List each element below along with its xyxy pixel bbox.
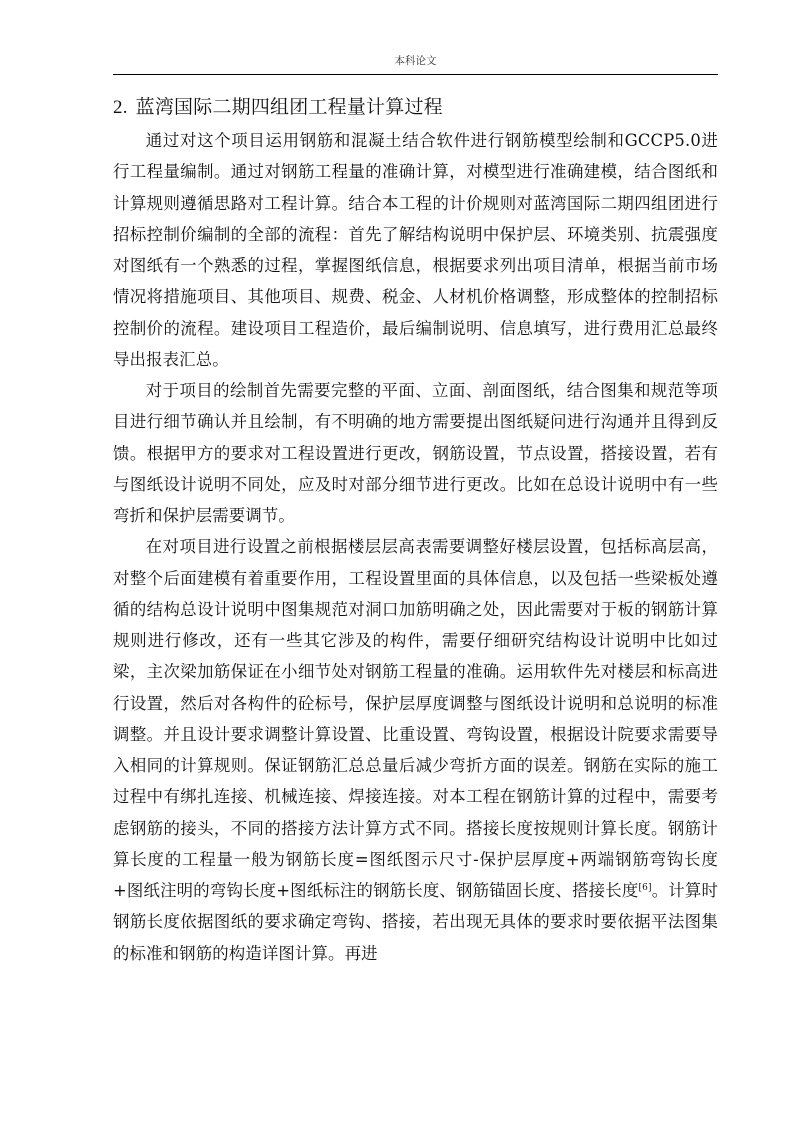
paragraph-text-after-citation: 。计算时钢筋长度依据图纸的要求确定弯钩、搭接，若出现无具体的要求时要依据平法图集的标准和钢筋的构造详图计算。再进 [113,881,719,963]
running-title: 本科论文 [394,55,437,67]
paragraph-overview: 通过对这个项目运用钢筋和混凝土结合软件进行钢筋模型绘制和GCCP5.0进行工程量编制。通过对钢筋工程量的准确计算，对模型进行准确建模，结合图纸和计算规则遵循思路对工程计算。结合本工程的计价规则对蓝湾国际二期四组团进行招标控制价编制的全部的流程：首先了解结构说明中保护层、环境类别、抗震强度对图纸有一个熟悉的过程，掌握图纸信息，根据要求列出项目清单，根据当前市场情况将措施项目、其他项目、规费、税金、人材机价格调整，形成整体的控制招标控制价的流程。建设项目工程造价，最后编制说明、信息填写，进行费用汇总最终导出报表汇总。 [113,131,718,369]
page-header [113,52,718,75]
section-number: 2. [113,97,128,118]
document-body [113,91,718,969]
section-title: 蓝湾国际二期四组团工程量计算过程 [135,96,443,118]
paragraph-text-before-citation: 在对项目进行设置之前根据楼层层高表需要调整好楼层设置，包括标高层高，对整个后面建模有着重要作用，工程设置里面的具体信息，以及包括一些梁板处遵循的结构总设计说明中图集规范对洞口加筋明确之处，因此需要对于板的钢筋计算规则进行修改，还有一些其它涉及的构件，需要仔细研究结构设计说明中比如过梁，主次梁加筋保证在小细节处对钢筋工程量的准确。运用软件先对楼层和标高进行设置，然后对各构件的砼标号，保护层厚度调整与图纸设计说明和总说明的标准调整。并且设计要求调整计算设置、比重设置、弯钩设置，根据设计院要求需要导入相同的计算规则。保证钢筋汇总总量后减少弯折方面的误差。钢筋在实际的施工过程中有绑扎连接、机械连接、焊接连接。对本工程在钢筋计算的过程中，需要考虑钢筋的接头，不同的搭接方法计算方式不同。搭接长度按规则计算长度。钢筋计算长度的工程量一般为钢筋长度=图纸图示尺寸-保护层厚度+两端钢筋弯钩长度+图纸注明的弯钩长度+图纸标注的钢筋长度、钢筋锚固长度、搭接长度 [113,537,718,900]
paragraph-settings [113,531,718,969]
citation-marker: [6] [638,883,652,893]
section-heading [113,91,718,123]
paragraph-drawing-process: 对于项目的绘制首先需要完整的平面、立面、剖面图纸，结合图集和规范等项目进行细节确认并且绘制，有不明确的地方需要提出图纸疑问进行沟通并且得到反馈。根据甲方的要求对工程设置进行更改，钢筋设置，节点设置，搭接设置，若有与图纸设计说明不同处，应及时对部分细节进行更改。比如在总设计说明中有一些弯折和保护层需要调节。 [113,381,718,525]
